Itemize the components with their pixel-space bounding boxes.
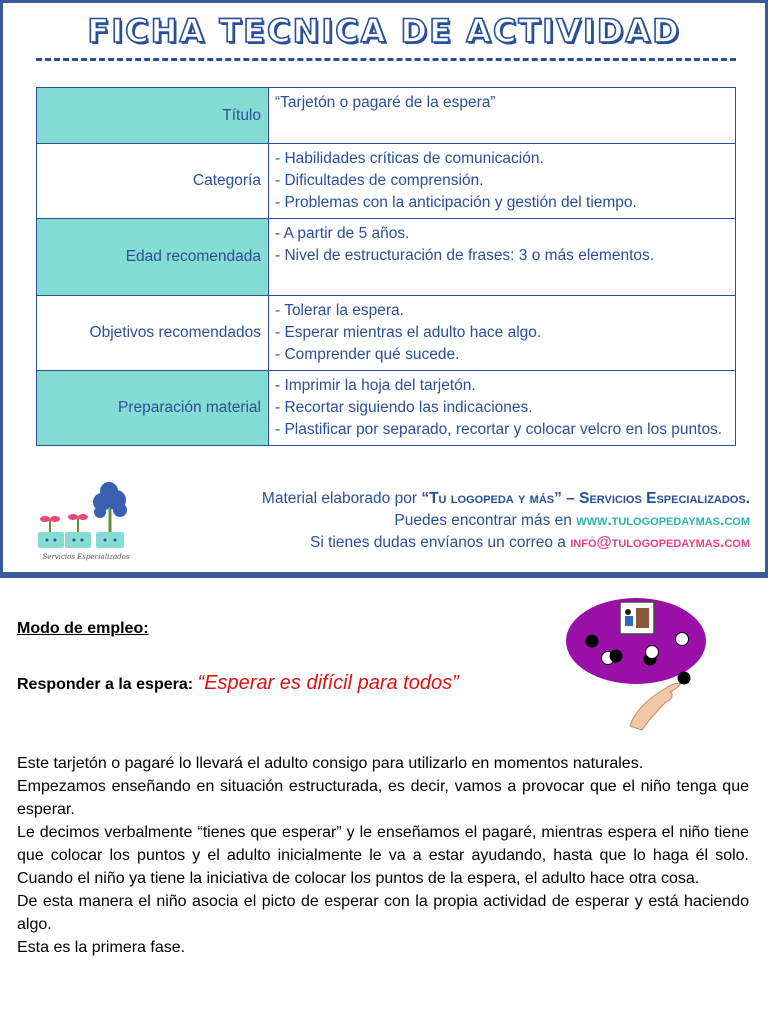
credits-line-1 <box>190 488 750 510</box>
paragraph: Este tarjetón o pagaré lo llevará el adulto consigo para utilizarlo en momentos naturales. <box>17 755 644 772</box>
credits-prefix: Puedes encontrar más en <box>394 512 577 529</box>
value-line: - Recortar siguiendo las indicaciones. <box>275 399 533 416</box>
table-row <box>37 296 736 371</box>
row-label-edad: Edad recomendada <box>37 219 269 296</box>
value-line: - A partir de 5 años. <box>275 225 410 242</box>
page-title: FICHA TECNICA DE ACTIVIDAD <box>87 12 681 50</box>
credits-prefix: Si tienes dudas envíanos un correo a <box>310 534 571 551</box>
row-value-edad <box>269 219 736 296</box>
usage-body <box>17 752 749 959</box>
value-line: - Plastificar por separado, recortar y colocar velcro en los puntos. <box>275 421 723 438</box>
paragraph: Le decimos verbalmente “tienes que esperar” y le enseñamos el pagaré, mientras espera el niño tiene que colocar los puntos y el adulto inicialmente le va a estar ayudando, hasta que lo haga él solo. Cuando el niño ya tiene la iniciativa de colocar los puntos de la espera, el adulto hace otra cosa. <box>17 824 749 887</box>
value-line: - Esperar mientras el adulto hace algo. <box>275 324 542 341</box>
credits-prefix: Material elaborado por <box>261 490 422 507</box>
table-row <box>37 219 736 296</box>
respond-label: Responder a la espera: <box>17 676 194 693</box>
row-label-titulo: Título <box>37 88 269 144</box>
table-row <box>37 88 736 144</box>
value-line: - Comprender qué sucede. <box>275 346 460 363</box>
respond-line <box>17 672 459 695</box>
waiting-card-illustration <box>562 596 712 734</box>
credits-line-2 <box>190 510 750 532</box>
email-link[interactable]: info@tulogopedaymas.com <box>570 534 750 551</box>
paragraph: Empezamos enseñando en situación estructurada, es decir, vamos a provocar que el niño tenga que esperar. <box>17 778 749 818</box>
row-label-objetivos: Objetivos recomendados <box>37 296 269 371</box>
row-label-preparacion: Preparación material <box>37 371 269 446</box>
value-line: - Problemas con la anticipación y gestión del tiempo. <box>275 194 637 211</box>
value-line: “Tarjetón o pagaré de la espera” <box>275 94 496 111</box>
row-value-categoria <box>269 144 736 219</box>
logo-caption: Servicios Especializados <box>42 553 130 561</box>
value-line: - Tolerar la espera. <box>275 302 404 319</box>
credits-line-3 <box>190 532 750 554</box>
row-label-categoria: Categoría <box>37 144 269 219</box>
usage-section <box>0 578 768 1024</box>
dashed-separator <box>36 58 736 61</box>
activity-info-table <box>36 87 736 446</box>
wait-card-icon <box>562 596 712 734</box>
table-row <box>37 144 736 219</box>
value-line: - Habilidades críticas de comunicación. <box>275 150 544 167</box>
paragraph: Esta es la primera fase. <box>17 939 186 956</box>
credits <box>190 488 750 554</box>
usage-heading: Modo de empleo: <box>17 620 149 637</box>
value-line: - Imprimir la hoja del tarjetón. <box>275 377 476 394</box>
row-value-preparacion <box>269 371 736 446</box>
website-link[interactable]: www.tulogopedaymas.com <box>576 512 750 529</box>
paragraph: De esta manera el niño asocia el picto de esperar con la propia actividad de esperar y está haciendo algo. <box>17 893 749 933</box>
value-line: - Nivel de estructuración de frases: 3 o más elementos. <box>275 247 655 264</box>
table-row <box>37 371 736 446</box>
row-value-titulo <box>269 88 736 144</box>
brand-name: “Tu logopeda y más” – Servicios Especializados. <box>421 490 750 507</box>
plant-pots-logo-icon <box>30 480 142 562</box>
row-value-objetivos <box>269 296 736 371</box>
brand-logo <box>30 480 142 562</box>
value-line: - Dificultades de comprensión. <box>275 172 484 189</box>
respond-quote: “Esperar es difícil para todos” <box>197 672 459 694</box>
